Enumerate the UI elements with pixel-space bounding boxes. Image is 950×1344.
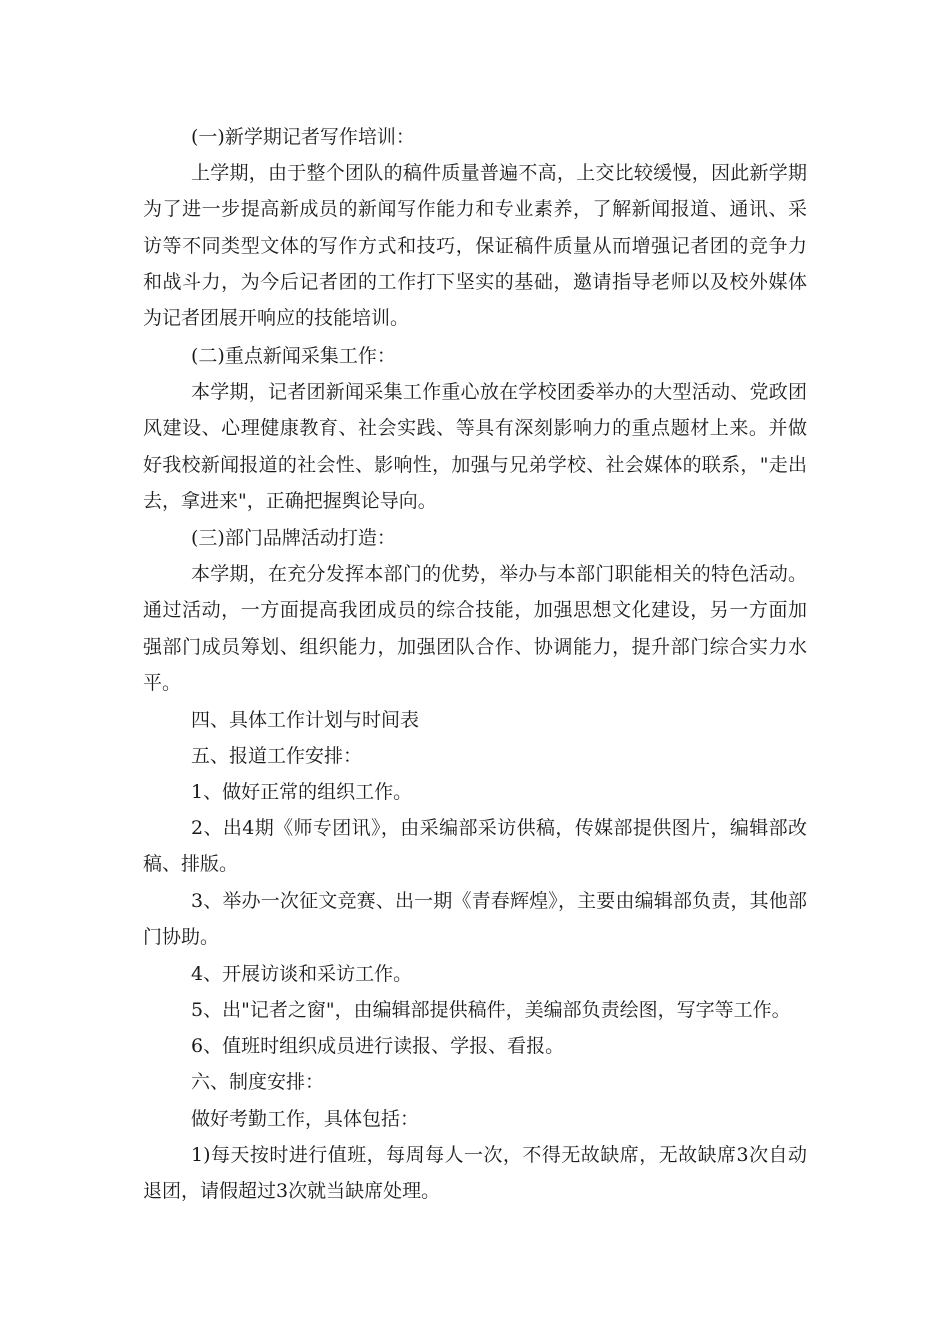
paragraph-attendance: 做好考勤工作，具体包括： <box>191 1108 420 1130</box>
list-item-6: 6、值班时组织成员进行读报、学报、看报。 <box>191 1035 565 1057</box>
paragraph-1: 上学期，由于整个团队的稿件质量普遍不高，上交比较缓慢，因此新学期为了进一步提高新成员的新闻写作能力和专业素养，了解新闻报道、通讯、采访等不同类型文体的写作方式和技巧，保证稿件质量从而增强记者团的竞争力和战斗力，为今后记者团的工作打下坚实的基础，邀请指导老师以及校外媒体为记者团展开响应的技能培训。 <box>143 162 807 330</box>
section-heading-1: (一)新学期记者写作培训： <box>191 126 415 148</box>
list-item-5: 5、出"记者之窗"，由编辑部提供稿件，美编部负责绘图，写字等工作。 <box>191 999 791 1021</box>
list-item-1: 1、做好正常的组织工作。 <box>191 781 413 803</box>
paragraph-2: 本学期，记者团新闻采集工作重心放在学校团委举办的大型活动、党政团风建设、心理健康教育、社会实践、等具有深刻影响力的重点题材上来。并做好我校新闻报道的社会性、影响性，加强与兄弟学校、社会媒体的联系，"走出去，拿进来"，正确把握舆论导向。 <box>143 381 807 512</box>
list-item-2: 2、出4期《师专团讯》，由采编部采访供稿，传媒部提供图片，编辑部改稿、排版。 <box>143 817 807 876</box>
section-heading-5: 五、报道工作安排： <box>191 745 363 767</box>
list-item-3: 3、举办一次征文竞赛、出一期《青春辉煌》，主要由编辑部负责，其他部门协助。 <box>143 890 807 949</box>
section-heading-2: (二)重点新闻采集工作： <box>191 345 396 367</box>
paragraph-3: 本学期，在充分发挥本部门的优势，举办与本部门职能相关的特色活动。通过活动，一方面提高我团成员的综合技能，加强思想文化建设，另一方面加强部门成员筹划、组织能力，加强团队合作、协调能力，提升部门综合实力水平。 <box>143 563 807 694</box>
section-heading-6: 六、制度安排： <box>191 1071 325 1093</box>
list-item-4: 4、开展访谈和采访工作。 <box>191 963 413 985</box>
section-heading-3: (三)部门品牌活动打造： <box>191 527 396 549</box>
section-heading-4: 四、具体工作计划与时间表 <box>191 709 420 731</box>
list-item-rule-1: 1)每天按时进行值班，每周每人一次，不得无故缺席，无故缺席3次自动退团，请假超过3次就当缺席处理。 <box>143 1144 807 1203</box>
